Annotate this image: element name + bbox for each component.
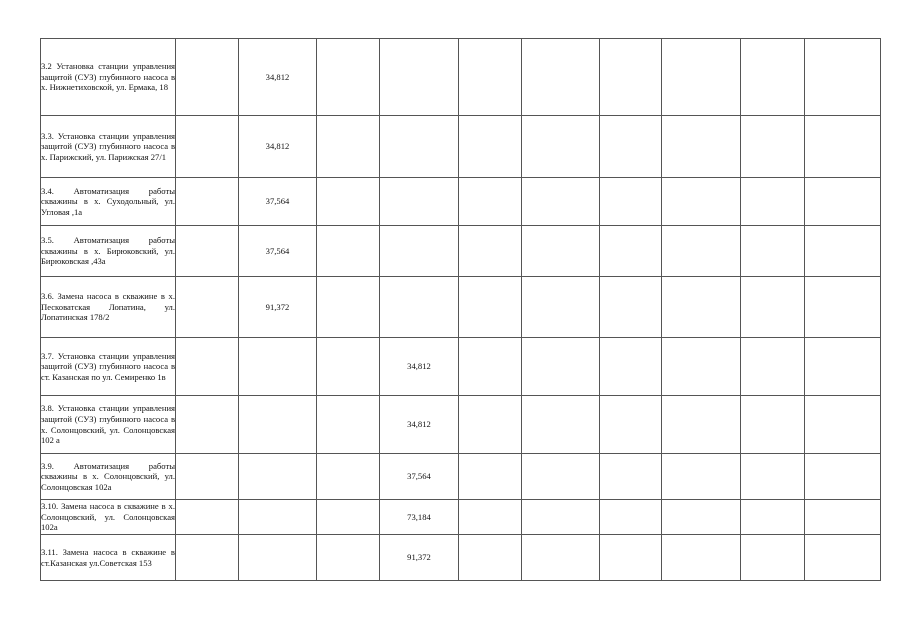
cell-empty [522, 277, 600, 338]
cell-empty [317, 454, 380, 500]
table-row [41, 535, 881, 581]
cell-empty [741, 226, 805, 277]
cell-empty [741, 116, 805, 178]
cell-empty [600, 338, 662, 396]
cell-empty [741, 277, 805, 338]
cell-value: 91,372 [380, 535, 459, 581]
cell-empty [805, 535, 881, 581]
cell-value [380, 226, 459, 277]
cell-empty [805, 226, 881, 277]
table-row [41, 454, 881, 500]
cell-empty [176, 338, 239, 396]
cell-empty [600, 226, 662, 277]
cell-empty [805, 178, 881, 226]
table-row [41, 396, 881, 454]
cell-empty [176, 535, 239, 581]
cell-empty [662, 535, 741, 581]
cell-empty [662, 396, 741, 454]
cell-description: 3.4. Автоматизация работы скважины в х. Суходольный, ул. Угловая ,1а [41, 178, 176, 226]
cell-empty [805, 500, 881, 535]
cell-empty [522, 39, 600, 116]
table-row [41, 277, 881, 338]
table-row [41, 178, 881, 226]
cell-value [380, 39, 459, 116]
cell-empty [805, 396, 881, 454]
cell-empty [176, 178, 239, 226]
cell-value: 34,812 [380, 396, 459, 454]
cell-empty [662, 226, 741, 277]
cell-empty [459, 500, 522, 535]
cell-empty [741, 39, 805, 116]
cell-empty [662, 277, 741, 338]
cell-empty [459, 39, 522, 116]
cell-empty [459, 338, 522, 396]
cell-empty [176, 39, 239, 116]
cell-empty [317, 535, 380, 581]
cell-value: 91,372 [239, 277, 317, 338]
table-body [41, 39, 881, 581]
table-row [41, 500, 881, 535]
cell-empty [741, 396, 805, 454]
cell-empty [459, 535, 522, 581]
cell-empty [805, 277, 881, 338]
cell-value [380, 116, 459, 178]
cell-empty [741, 535, 805, 581]
cell-description: 3.3. Установка станции управления защитой (СУЗ) глубинного насоса в х. Парижский, ул. Парижская 27/1 [41, 116, 176, 178]
cell-value [239, 396, 317, 454]
cell-empty [522, 396, 600, 454]
cell-value [239, 500, 317, 535]
cell-description: 3.11. Замена насоса в скважине в ст.Казанская ул.Советская 153 [41, 535, 176, 581]
cell-empty [459, 277, 522, 338]
cell-empty [459, 454, 522, 500]
cell-empty [805, 116, 881, 178]
cell-empty [741, 338, 805, 396]
cell-empty [662, 500, 741, 535]
cell-empty [317, 500, 380, 535]
cell-empty [317, 277, 380, 338]
cell-value [380, 178, 459, 226]
cell-description: 3.10. Замена насоса в скважине в х. Солонцовский, ул. Солонцовская 102а [41, 500, 176, 535]
cell-empty [741, 178, 805, 226]
cell-value [239, 454, 317, 500]
budget-table [40, 38, 881, 581]
cell-empty [317, 338, 380, 396]
cell-empty [317, 226, 380, 277]
cell-empty [662, 39, 741, 116]
cell-empty [600, 277, 662, 338]
cell-empty [805, 454, 881, 500]
cell-description: 3.8. Установка станции управления защитой (СУЗ) глубинного насоса в х. Солонцовский, ул. Солонцовская 102 а [41, 396, 176, 454]
cell-value: 73,184 [380, 500, 459, 535]
cell-empty [176, 226, 239, 277]
cell-empty [600, 454, 662, 500]
cell-empty [459, 178, 522, 226]
table-row [41, 116, 881, 178]
cell-empty [522, 454, 600, 500]
cell-empty [600, 500, 662, 535]
cell-empty [805, 338, 881, 396]
cell-empty [459, 226, 522, 277]
cell-empty [741, 454, 805, 500]
table-row [41, 338, 881, 396]
cell-empty [600, 535, 662, 581]
cell-empty [662, 338, 741, 396]
cell-value: 37,564 [380, 454, 459, 500]
cell-empty [176, 396, 239, 454]
cell-value: 37,564 [239, 226, 317, 277]
cell-empty [317, 178, 380, 226]
cell-value: 34,812 [239, 116, 317, 178]
cell-description: 3.2 Установка станции управления защитой (СУЗ) глубинного насоса в х. Нижнетиховской, ул. Ермака, 18 [41, 39, 176, 116]
cell-description: 3.7. Установка станции управления защитой (СУЗ) глубинного насоса в ст. Казанская по ул. Семиренко 1в [41, 338, 176, 396]
cell-empty [459, 396, 522, 454]
cell-value: 34,812 [380, 338, 459, 396]
cell-empty [522, 338, 600, 396]
cell-empty [522, 226, 600, 277]
cell-empty [600, 396, 662, 454]
cell-value: 34,812 [239, 39, 317, 116]
cell-empty [176, 277, 239, 338]
cell-description: 3.6. Замена насоса в скважине в х. Песковатская Лопатина, ул. Лопатинская 178/2 [41, 277, 176, 338]
cell-empty [522, 535, 600, 581]
cell-description: 3.5. Автоматизация работы скважины в х. Бирюковский, ул. Бирюковская ,43а [41, 226, 176, 277]
cell-empty [662, 454, 741, 500]
table-row [41, 39, 881, 116]
cell-value [380, 277, 459, 338]
cell-empty [662, 178, 741, 226]
cell-empty [522, 116, 600, 178]
cell-description: 3.9. Автоматизация работы скважины в х. Солонцовский, ул. Солонцовская 102а [41, 454, 176, 500]
cell-value: 37,564 [239, 178, 317, 226]
cell-empty [176, 500, 239, 535]
cell-empty [459, 116, 522, 178]
cell-empty [522, 500, 600, 535]
cell-value [239, 535, 317, 581]
table-row [41, 226, 881, 277]
cell-empty [600, 116, 662, 178]
cell-empty [317, 39, 380, 116]
cell-empty [317, 396, 380, 454]
cell-empty [600, 39, 662, 116]
cell-empty [600, 178, 662, 226]
cell-empty [805, 39, 881, 116]
cell-empty [176, 454, 239, 500]
cell-empty [176, 116, 239, 178]
cell-empty [522, 178, 600, 226]
cell-empty [317, 116, 380, 178]
cell-empty [662, 116, 741, 178]
cell-value [239, 338, 317, 396]
cell-empty [741, 500, 805, 535]
